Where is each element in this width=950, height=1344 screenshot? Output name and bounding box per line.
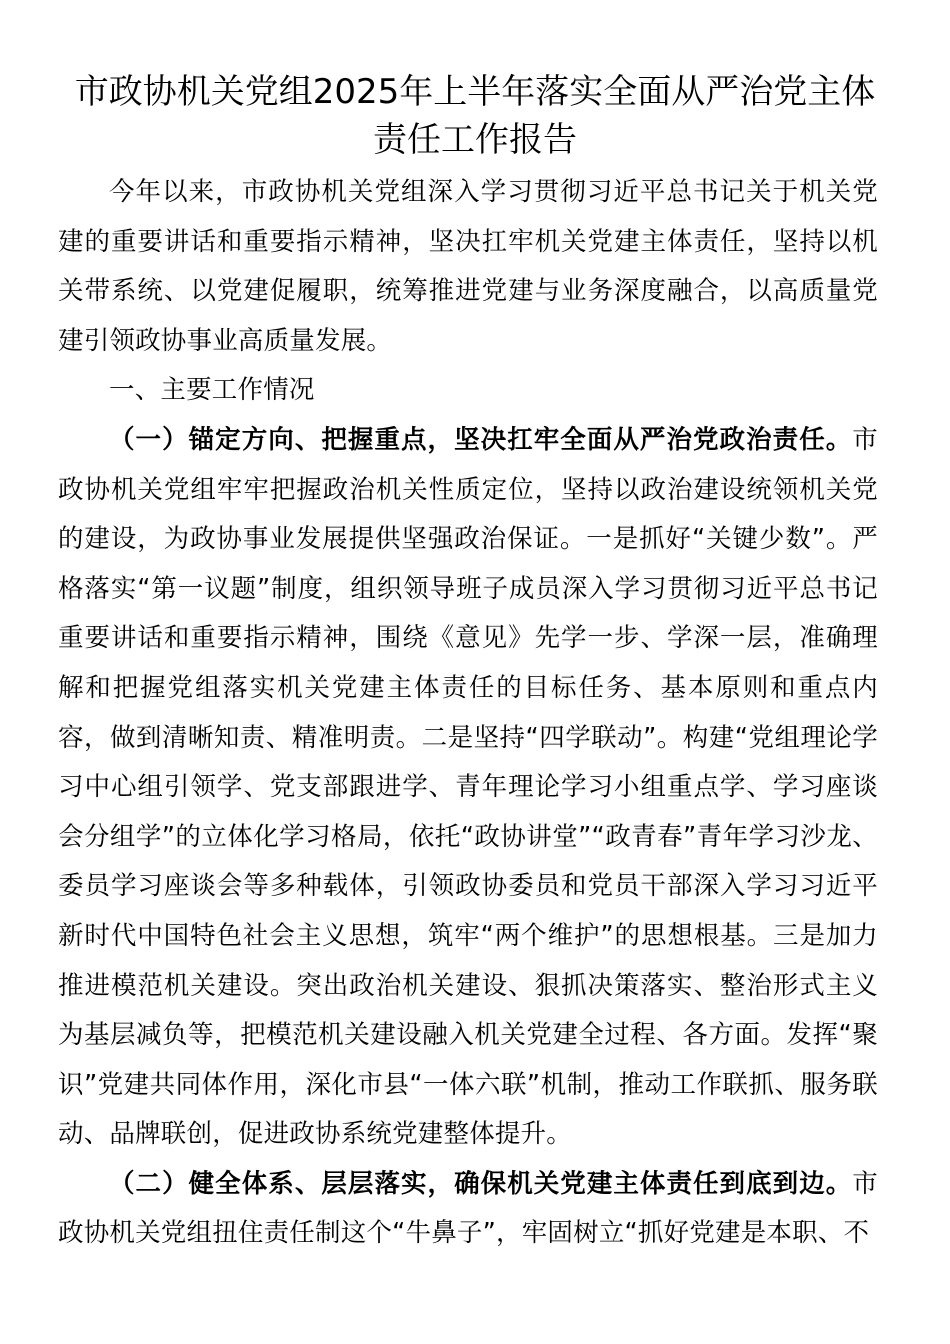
document-body <box>58 168 878 1259</box>
paragraph-2-body: 市政协机关党组扭住责任制这个“牛鼻子”，牢固树立“抓好党建是本职、不 <box>58 1168 878 1249</box>
paragraph-1 <box>58 416 878 1160</box>
paragraph-1-body: 市政协机关党组牢牢把握政治机关性质定位，坚持以政治建设统领机关党的建设，为政协事业发展提供坚强政治保证。一是抓好“关键少数”。严格落实“第一议题”制度，组织领导班子成员深入学习贯彻习近平总书记重要讲话和重要指示精神，围绕《意见》先学一步、学深一层，准确理解和把握党组落实机关党建主体责任的目标任务、基本原则和重点内容，做到清晰知责、精准明责。二是坚持“四学联动”。构建“党组理论学习中心组引领学、党支部跟进学、青年理论学习小组重点学、学习座谈会分组学”的立体化学习格局，依托“政协讲堂”“政青春”青年学习沙龙、委员学习座谈会等多种载体，引领政协委员和党员干部深入学习习近平新时代中国特色社会主义思想，筑牢“两个维护”的思想根基。三是加力推进模范机关建设。突出政治机关建设、狠抓决策落实、整治形式主义为基层减负等，把模范机关建设融入机关党建全过程、各方面。发挥“聚识”党建共同体作用，深化市县“一体六联”机制，推动工作联抓、服务联动、品牌联创，促进政协系统党建整体提升。 <box>58 424 878 1150</box>
paragraph-2 <box>58 1160 878 1259</box>
paragraph-2-lead: （二）健全体系、层层落实，确保机关党建主体责任到底到边。 <box>109 1168 853 1199</box>
paragraph-1-lead: （一）锚定方向、把握重点，坚决扛牢全面从严治党政治责任。 <box>109 424 853 455</box>
intro-paragraph: 今年以来，市政协机关党组深入学习贯彻习近平总书记关于机关党建的重要讲话和重要指示精神，坚决扛牢机关党建主体责任，坚持以机关带系统、以党建促履职，统筹推进党建与业务深度融合，以高质量党建引领政协事业高质量发展。 <box>58 177 878 356</box>
document-title: 市政协机关党组2025年上半年落实全面从严治党主体责任工作报告 <box>74 72 876 160</box>
section-heading: 一、主要工作情况 <box>109 375 315 406</box>
